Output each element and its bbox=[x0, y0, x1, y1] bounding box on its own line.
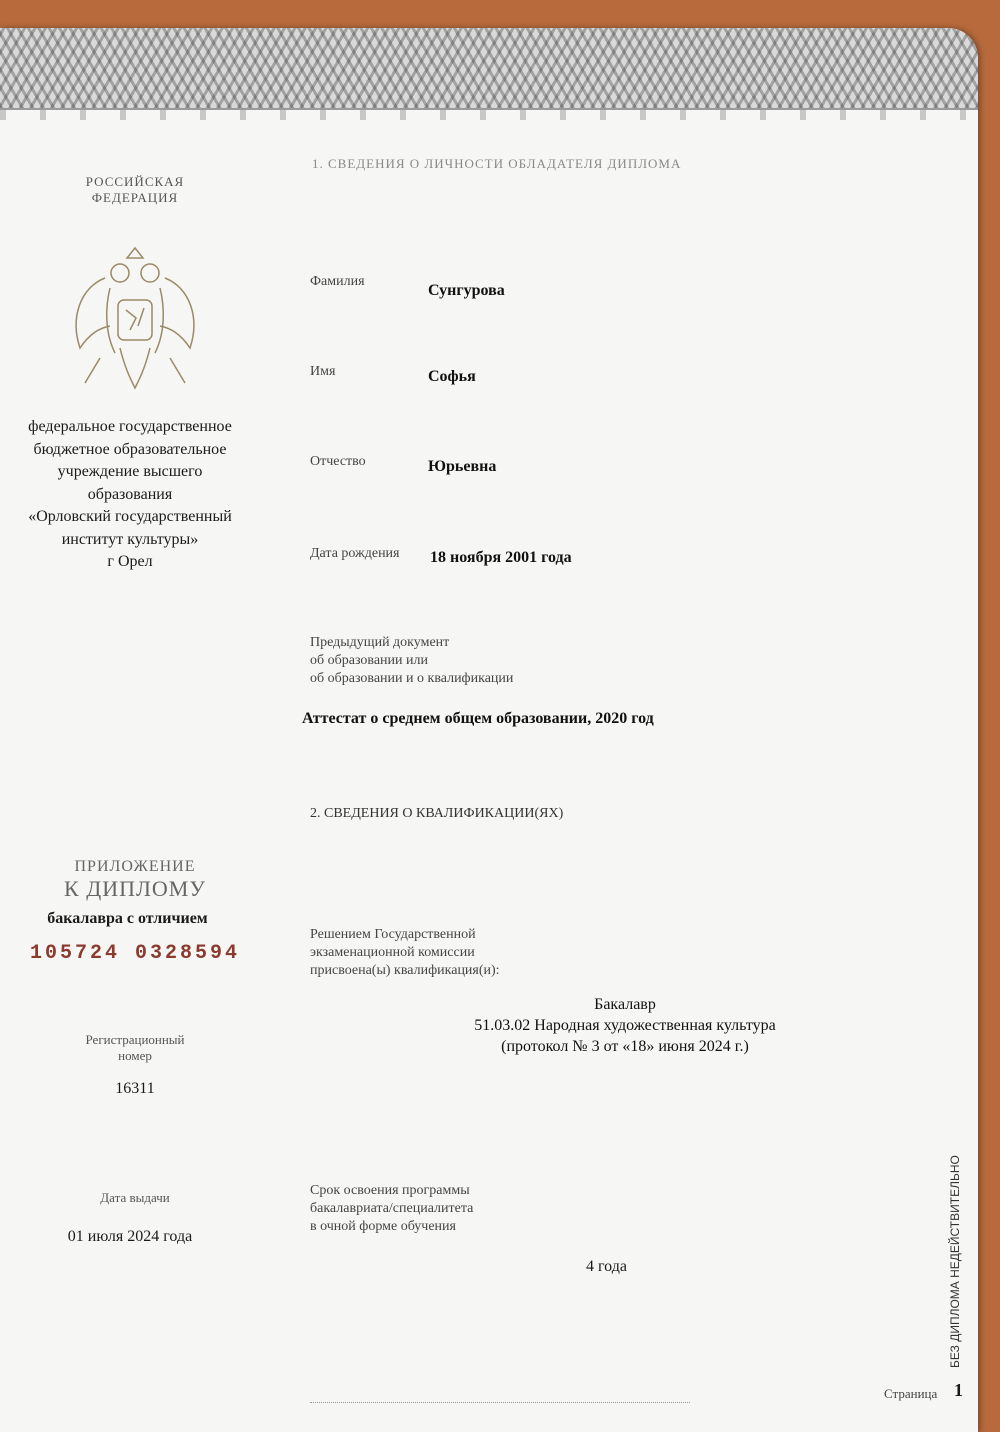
page-label: Страница bbox=[884, 1386, 938, 1401]
surname-label: Фамилия bbox=[310, 274, 365, 289]
previous-document-label-line: Предыдущий документ bbox=[310, 635, 450, 650]
appendix-subtitle: К ДИПЛОМУ bbox=[64, 876, 206, 901]
country-name bbox=[60, 174, 210, 206]
duration-label-line: Срок освоения программы bbox=[310, 1183, 470, 1198]
decision-label-line: Решением Государственной bbox=[310, 927, 476, 942]
institution-line: бюджетное образовательное bbox=[33, 440, 227, 458]
section2-title: 2. СВЕДЕНИЯ О КВАЛИФИКАЦИИ(ЯХ) bbox=[310, 806, 564, 821]
registration-label-line: Регистрационный bbox=[85, 1032, 185, 1047]
top-ornament bbox=[0, 28, 978, 110]
decision-label bbox=[310, 926, 500, 980]
registration-label-line: номер bbox=[118, 1048, 152, 1063]
duration-label-line: бакалавриата/специалитета bbox=[310, 1201, 474, 1216]
country-line-1: РОССИЙСКАЯ bbox=[85, 174, 185, 189]
previous-document-label-line: об образовании и о квалификации bbox=[310, 671, 514, 686]
qualification-block bbox=[400, 994, 850, 1057]
institution-name bbox=[0, 416, 260, 574]
ornament-dots bbox=[0, 110, 978, 120]
issue-date: 01 июля 2024 года bbox=[67, 1228, 193, 1245]
degree-type: бакалавра с отличием bbox=[47, 910, 208, 927]
country-line-2: ФЕДЕРАЦИЯ bbox=[91, 190, 179, 205]
institution-line: институт культуры» bbox=[61, 530, 199, 548]
section1-title: 1. СВЕДЕНИЯ О ЛИЧНОСТИ ОБЛАДАТЕЛЯ ДИПЛОМА bbox=[312, 156, 682, 171]
previous-document-label-line: об образовании или bbox=[310, 653, 428, 668]
institution-line: федеральное государственное bbox=[28, 418, 232, 435]
previous-document-label bbox=[310, 634, 513, 688]
duration-label-line: в очной форме обучения bbox=[310, 1219, 456, 1234]
patronymic-label: Отчество bbox=[310, 454, 366, 469]
institution-line: «Орловский государственный bbox=[28, 508, 232, 525]
birth-date-value: 18 ноября 2001 года bbox=[430, 549, 572, 566]
page-number: 1 bbox=[954, 1380, 963, 1400]
duration-value: 4 года bbox=[586, 1258, 627, 1275]
serial-number: 105724 0328594 bbox=[29, 942, 241, 965]
registration-label bbox=[60, 1032, 210, 1064]
decision-label-line: присвоена(ы) квалификация(и): bbox=[310, 963, 500, 978]
appendix-title: ПРИЛОЖЕНИЕ bbox=[74, 858, 196, 875]
institution-line: учреждение высшего bbox=[57, 463, 203, 480]
decision-label-line: экзаменационной комиссии bbox=[310, 945, 475, 960]
issue-date-label: Дата выдачи bbox=[100, 1190, 170, 1205]
patronymic-value: Юрьевна bbox=[428, 458, 497, 475]
diploma-page bbox=[0, 28, 978, 1432]
bottom-divider bbox=[310, 1402, 690, 1403]
name-value: Софья bbox=[428, 368, 476, 385]
vertical-note: БЕЗ ДИПЛОМА НЕДЕЙСТВИТЕЛЬНО bbox=[948, 1155, 962, 1368]
qualification-protocol: (протокол № 3 от «18» июня 2024 г.) bbox=[501, 1038, 749, 1055]
institution-line: г Орел bbox=[107, 553, 153, 570]
registration-number: 16311 bbox=[115, 1080, 155, 1097]
duration-label bbox=[310, 1182, 473, 1236]
qualification-title: Бакалавр bbox=[594, 996, 656, 1013]
birth-date-label: Дата рождения bbox=[310, 546, 400, 561]
previous-document-value: Аттестат о среднем общем образовании, 2020 год bbox=[302, 710, 654, 727]
qualification-program: 51.03.02 Народная художественная культура bbox=[474, 1017, 776, 1034]
emblem-icon bbox=[60, 238, 210, 398]
institution-line: образования bbox=[87, 485, 173, 503]
name-label: Имя bbox=[310, 364, 336, 379]
surname-value: Сунгурова bbox=[428, 282, 505, 299]
